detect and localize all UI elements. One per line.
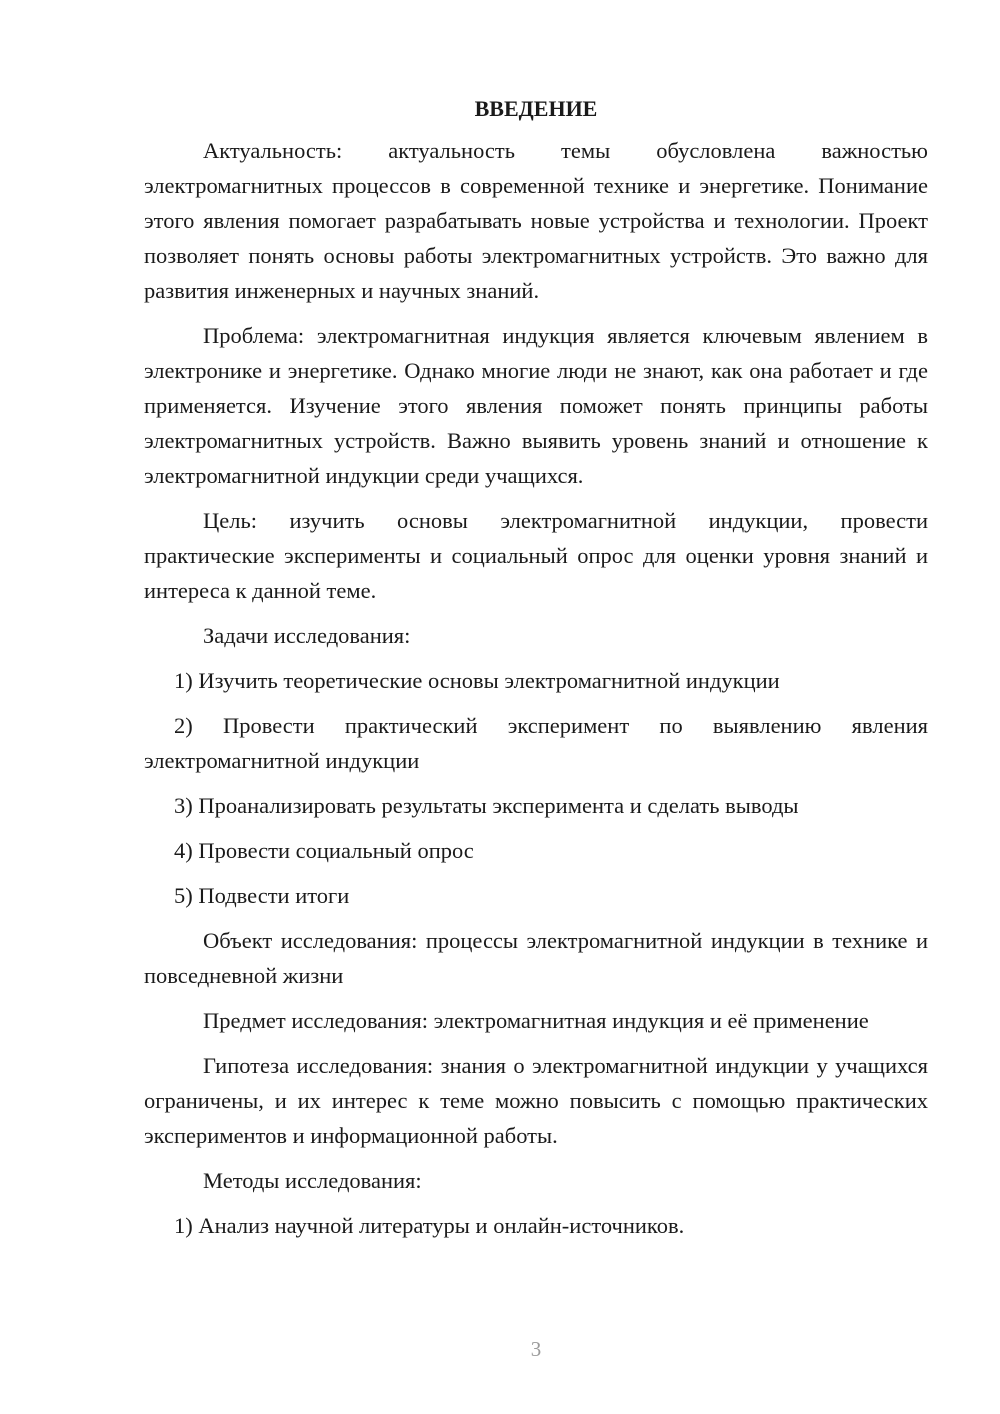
- method-item: 1) Анализ научной литературы и онлайн-источников.: [174, 1213, 685, 1238]
- problem-paragraph: Проблема: электромагнитная индукция является ключевым явлением в электронике и энергетике. Однако многие люди не знают, как она работает и где применяется. Изучение этого явления поможет понять принципы работы электромагнитных устройств. Важно выявить уровень знаний и отношение к электромагнитной индукции среди учащихся.: [144, 323, 928, 488]
- task-item: 3) Проанализировать результаты эксперимента и сделать выводы: [174, 793, 799, 818]
- task-item: 1) Изучить теоретические основы электромагнитной индукции: [174, 668, 780, 693]
- methods-heading: Методы исследования:: [203, 1168, 422, 1193]
- tasks-heading: Задачи исследования:: [203, 623, 411, 648]
- task-item: 4) Провести социальный опрос: [174, 838, 474, 863]
- hypothesis-paragraph: Гипотеза исследования: знания о электромагнитной индукции у учащихся ограничены, и их интерес к теме можно повысить с помощью практических экспериментов и информационной работы.: [144, 1053, 928, 1148]
- page-content: [144, 92, 928, 1243]
- page-number: 3: [530, 1337, 542, 1361]
- subject-paragraph: Предмет исследования: электромагнитная индукция и её применение: [203, 1008, 869, 1033]
- relevance-paragraph: Актуальность: актуальность темы обусловлена важностью электромагнитных процессов в современной технике и энергетике. Понимание этого явления помогает разрабатывать новые устройства и технологии. Проект позволяет понять основы работы электромагнитных устройств. Это важно для развития инженерных и научных знаний.: [144, 138, 928, 303]
- object-paragraph: Объект исследования: процессы электромагнитной индукции в технике и повседневной жизни: [144, 928, 928, 988]
- goal-paragraph: Цель: изучить основы электромагнитной индукции, провести практические эксперименты и социальный опрос для оценки уровня знаний и интереса к данной теме.: [144, 508, 928, 603]
- task-item: 2) Провести практический эксперимент по выявлению явления электромагнитной индукции: [144, 713, 928, 773]
- task-item: 5) Подвести итоги: [174, 883, 350, 908]
- page-title: ВВЕДЕНИЕ: [474, 96, 598, 121]
